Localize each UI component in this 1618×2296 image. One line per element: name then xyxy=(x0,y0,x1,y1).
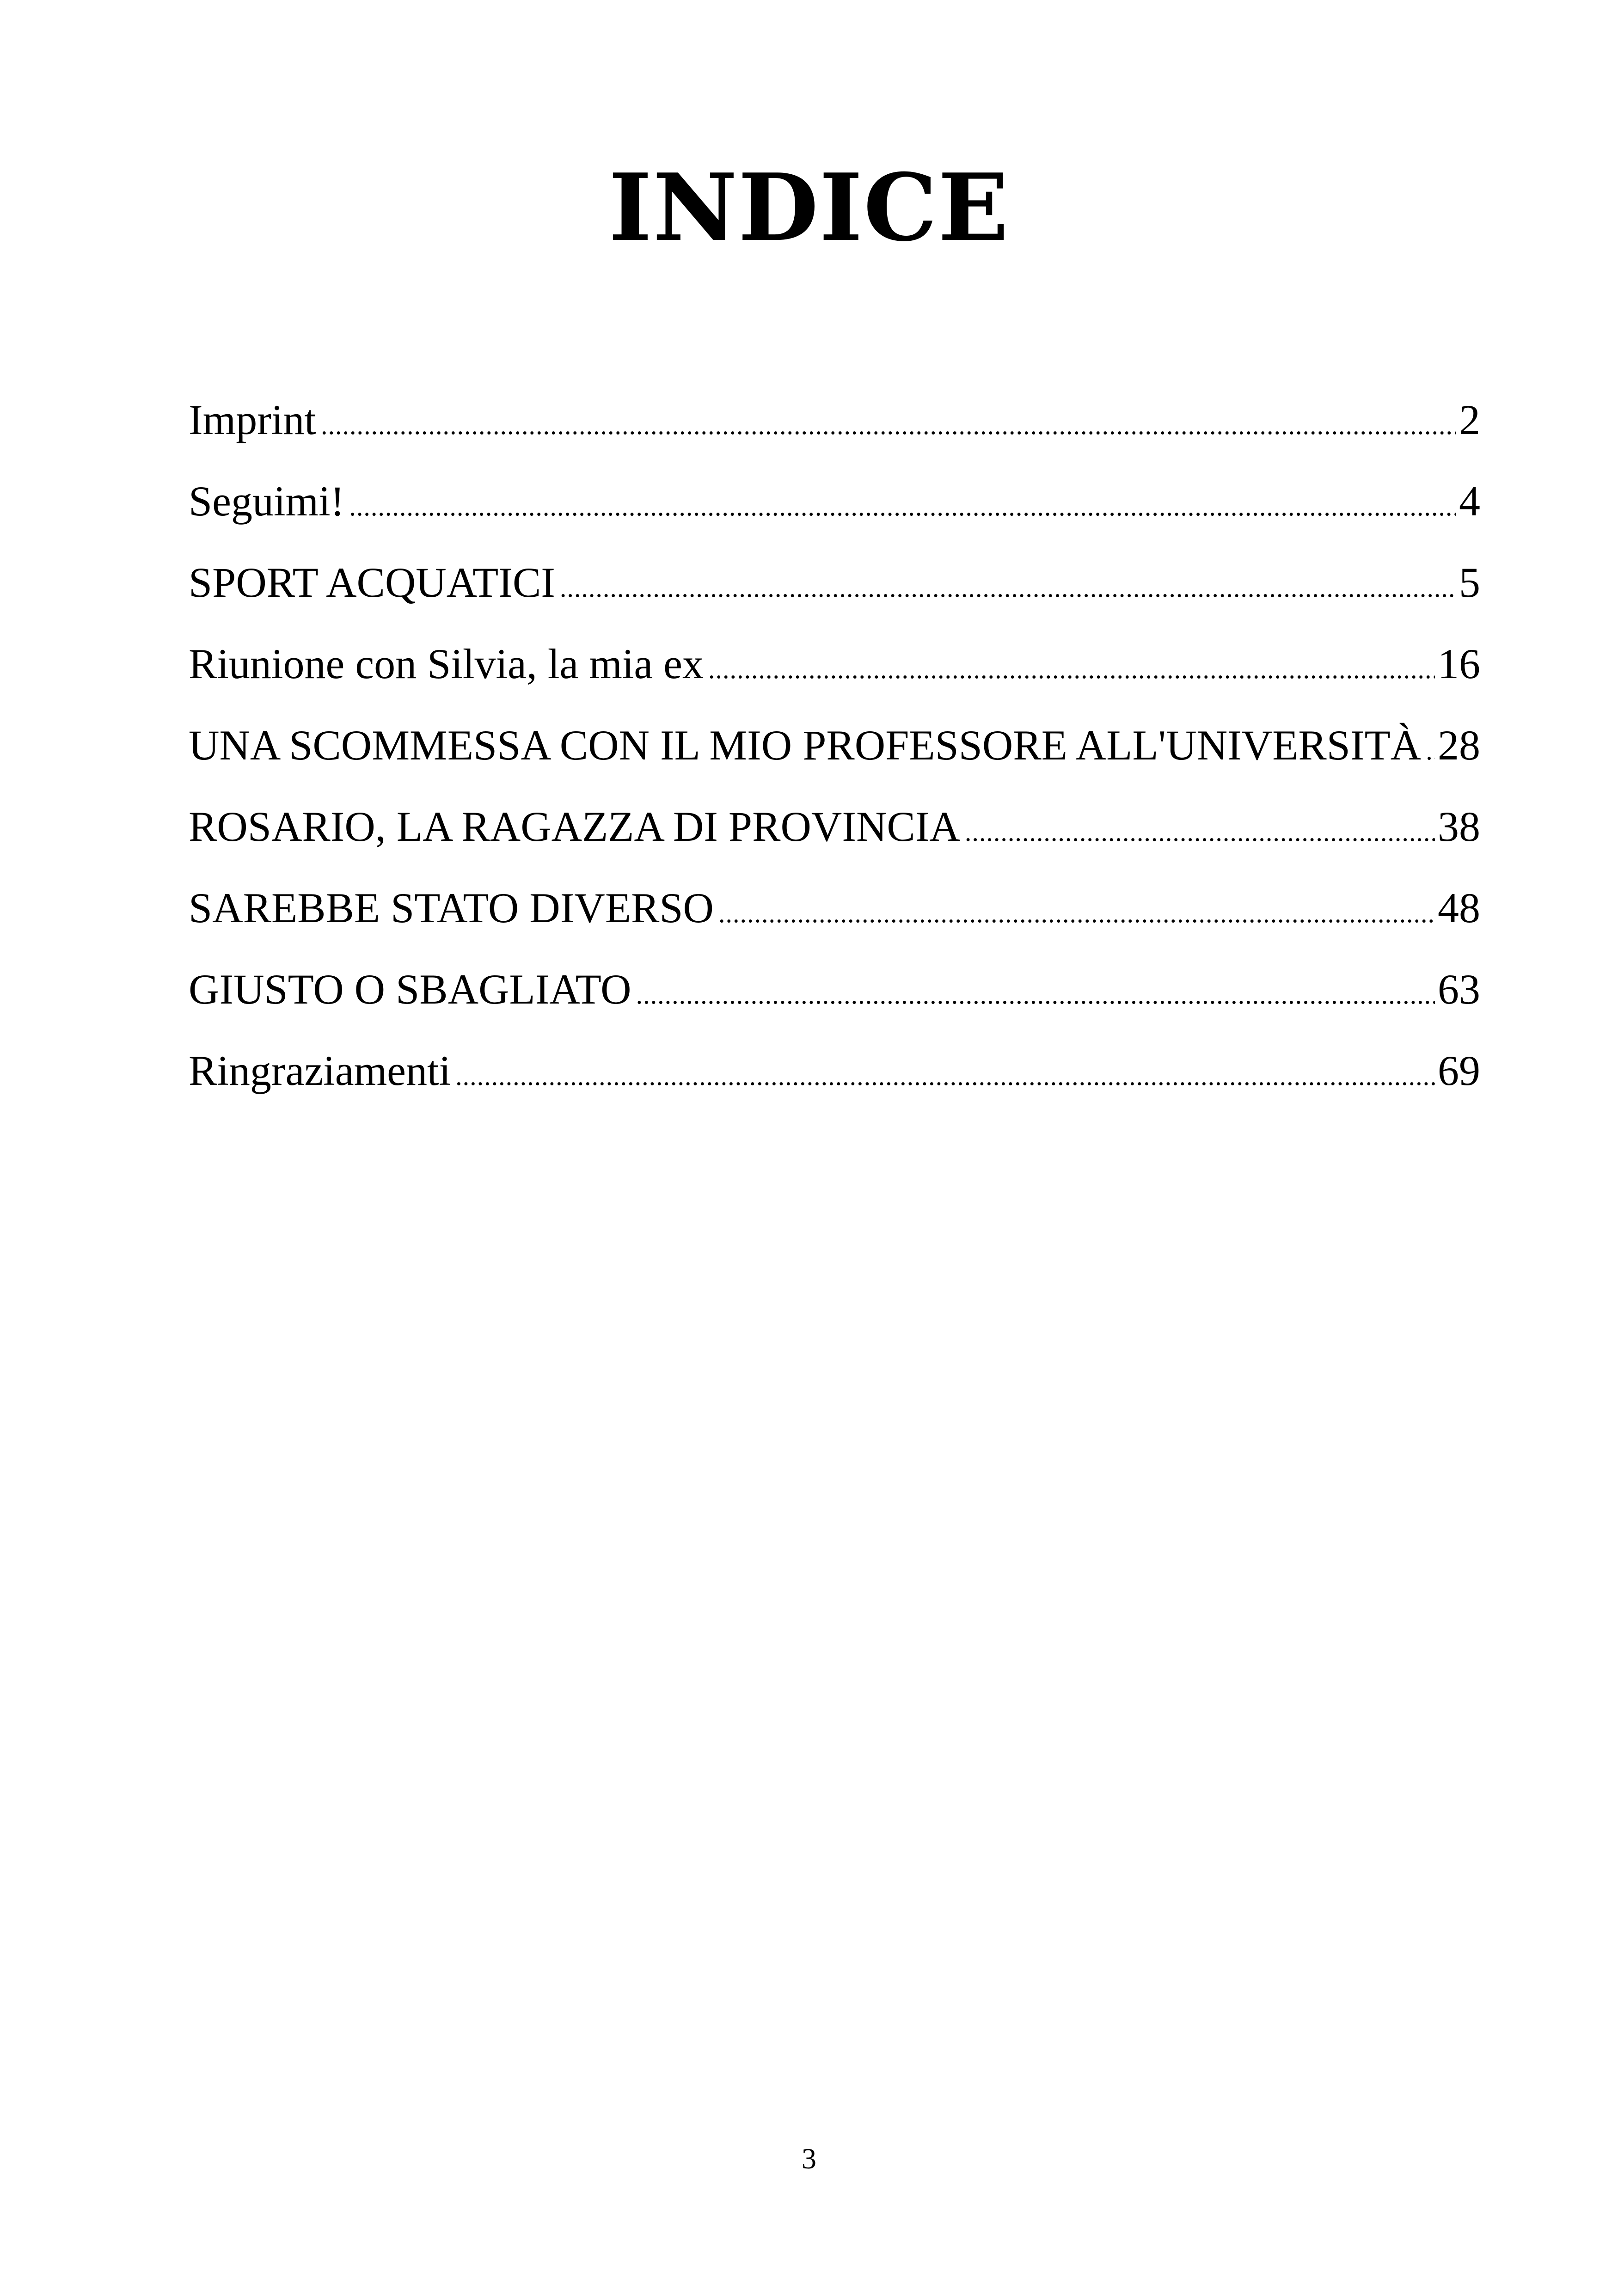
toc-entry-page: 16 xyxy=(1438,640,1480,687)
toc-entry-page: 2 xyxy=(1459,396,1480,443)
toc-entry-page: 63 xyxy=(1438,966,1480,1013)
dot-leader xyxy=(708,629,1435,710)
page-title: INDICE xyxy=(608,153,1010,262)
toc-entry-label: Ringraziamenti xyxy=(189,1047,451,1094)
toc-entry-label: ROSARIO, LA RAGAZZA DI PROVINCIA xyxy=(189,803,960,850)
page-number: 3 xyxy=(802,2142,816,2175)
dot-leader xyxy=(1426,710,1435,791)
toc-entry-label: SPORT ACQUATICI xyxy=(189,559,555,606)
toc-entry-imprint[interactable] xyxy=(189,379,1480,460)
toc-entry-page: 69 xyxy=(1438,1047,1480,1094)
toc-entry-rosario[interactable] xyxy=(189,786,1480,867)
toc-entry-label: Riunione con Silvia, la mia ex xyxy=(189,640,704,687)
dot-leader xyxy=(455,1035,1435,1117)
dot-leader xyxy=(965,791,1435,873)
toc-entry-label: SAREBBE STATO DIVERSO xyxy=(189,884,714,931)
toc-entry-page: 4 xyxy=(1459,478,1480,525)
dot-leader xyxy=(560,547,1456,629)
toc-entry-label: Imprint xyxy=(189,396,316,443)
toc-entry-sarebbe-stato-diverso[interactable] xyxy=(189,867,1480,949)
dot-leader xyxy=(718,873,1435,954)
table-of-contents xyxy=(189,379,1480,1111)
toc-entry-label: GIUSTO O SBAGLIATO xyxy=(189,966,631,1013)
toc-entry-page: 28 xyxy=(1438,722,1480,769)
toc-entry-seguimi[interactable] xyxy=(189,460,1480,542)
toc-entry-label: UNA SCOMMESSA CON IL MIO PROFESSORE ALL'UNIVERSITÀ xyxy=(189,722,1422,769)
toc-entry-ringraziamenti[interactable] xyxy=(189,1030,1480,1111)
toc-entry-una-scommessa[interactable] xyxy=(189,704,1480,786)
toc-entry-label: Seguimi! xyxy=(189,478,345,525)
toc-entry-riunione-con-silvia[interactable] xyxy=(189,623,1480,704)
dot-leader xyxy=(636,954,1435,1035)
dot-leader xyxy=(321,385,1456,466)
toc-entry-page: 48 xyxy=(1438,884,1480,931)
toc-entry-giusto-o-sbagliato[interactable] xyxy=(189,949,1480,1030)
dot-leader xyxy=(349,466,1456,547)
toc-entry-sport-acquatici[interactable] xyxy=(189,542,1480,623)
toc-entry-page: 38 xyxy=(1438,803,1480,850)
toc-entry-page: 5 xyxy=(1459,559,1480,606)
